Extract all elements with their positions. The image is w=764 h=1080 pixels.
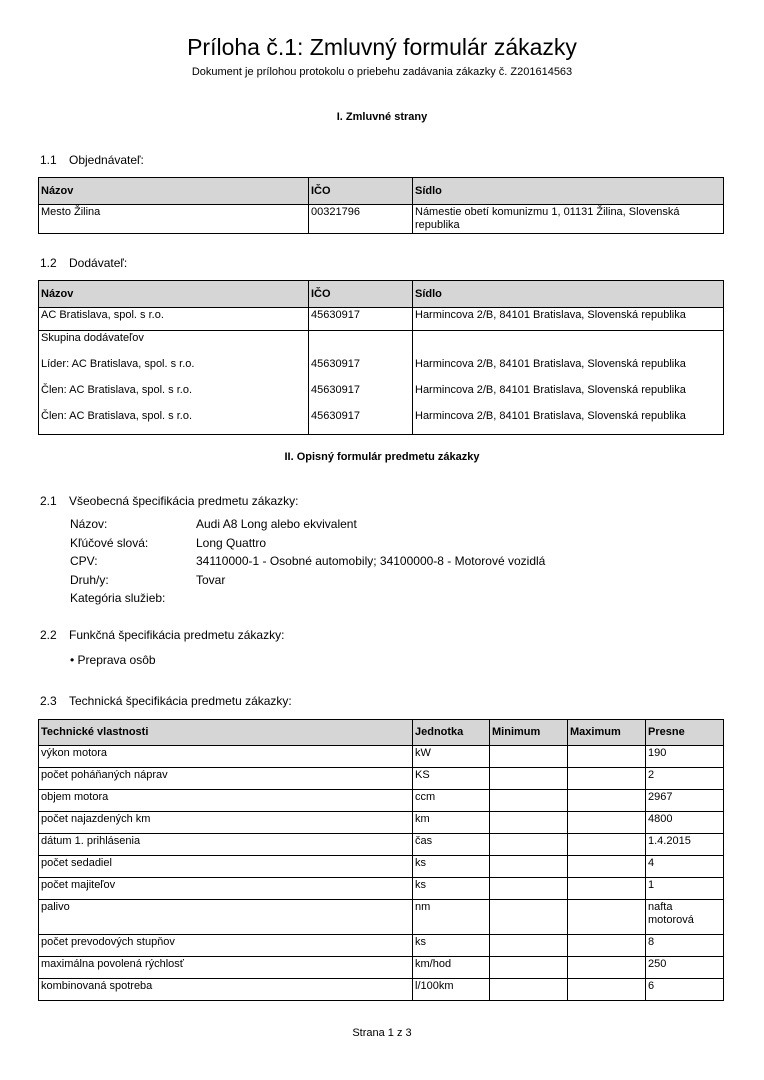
technical-spec-table <box>38 719 724 1001</box>
cell-minimum <box>490 935 568 957</box>
cell-jednotka: l/100km <box>413 979 490 1001</box>
spec-key-klucove-slova: Kľúčové slová: <box>70 536 149 550</box>
col-header-sidlo: Sídlo <box>413 281 724 308</box>
cell-nazov: AC Bratislava, spol. s r.o. <box>39 308 309 331</box>
spec-value-druh: Tovar <box>196 573 226 587</box>
table-row <box>39 935 724 957</box>
cell-jednotka: kW <box>413 746 490 768</box>
cell-nazov: Mesto Žilina <box>39 205 309 234</box>
cell-maximum <box>568 746 646 768</box>
cell-sidlo: Harmincova 2/B, 84101 Bratislava, Slovenská republika <box>413 308 724 331</box>
cell-vlastnost: počet majiteľov <box>39 878 413 900</box>
cell-vlastnost: počet poháňaných náprav <box>39 768 413 790</box>
spec-key-nazov: Názov: <box>70 517 108 531</box>
cell-jednotka: ks <box>413 856 490 878</box>
cell-presne: 190 <box>646 746 724 768</box>
objednavatel-table <box>38 177 724 234</box>
col-header-jednotka: Jednotka <box>413 720 490 746</box>
technical-spec-label <box>40 694 292 708</box>
cell-ico: 45630917 <box>309 308 413 331</box>
cell-vlastnost: palivo <box>39 900 413 935</box>
cell-ico: 45630917 <box>309 379 413 405</box>
dodavatel-label <box>40 256 127 270</box>
cell-sidlo: Harmincova 2/B, 84101 Bratislava, Slovenská republika <box>413 353 724 379</box>
cell-vlastnost: maximálna povolená rýchlosť <box>39 957 413 979</box>
col-header-ico: IČO <box>309 281 413 308</box>
cell-vlastnost: počet prevodových stupňov <box>39 935 413 957</box>
cell-jednotka: čas <box>413 834 490 856</box>
col-header-vlastnosti: Technické vlastnosti <box>39 720 413 746</box>
cell-maximum <box>568 834 646 856</box>
cell-presne: 8 <box>646 935 724 957</box>
spec-key-cpv: CPV: <box>70 554 98 568</box>
cell-vlastnost: počet sedadiel <box>39 856 413 878</box>
cell-vlastnost: výkon motora <box>39 746 413 768</box>
cell-minimum <box>490 856 568 878</box>
table-row <box>39 379 724 405</box>
functional-bullet: • Preprava osôb <box>70 653 156 667</box>
cell-ico: 45630917 <box>309 353 413 379</box>
table-row <box>39 405 724 435</box>
cell-minimum <box>490 957 568 979</box>
table-row <box>39 768 724 790</box>
col-header-nazov: Názov <box>39 178 309 205</box>
cell-jednotka: KS <box>413 768 490 790</box>
spec-value-klucove-slova: Long Quattro <box>196 536 267 550</box>
cell-maximum <box>568 935 646 957</box>
cell-vlastnost: počet najazdených km <box>39 812 413 834</box>
cell-maximum <box>568 768 646 790</box>
cell-presne: 250 <box>646 957 724 979</box>
cell-jednotka: ks <box>413 935 490 957</box>
cell-jednotka: nm <box>413 900 490 935</box>
cell-presne: 2967 <box>646 790 724 812</box>
table-row <box>39 790 724 812</box>
cell-sidlo: Námestie obetí komunizmu 1, 01131 Žilina, Slovenská republika <box>413 205 724 234</box>
cell-sidlo: Harmincova 2/B, 84101 Bratislava, Slovenská republika <box>413 405 724 435</box>
objednavatel-number: 1.1 <box>40 153 57 167</box>
cell-ico: 45630917 <box>309 405 413 435</box>
table-row <box>39 353 724 379</box>
cell-jednotka: ccm <box>413 790 490 812</box>
page-number: Strana 1 z 3 <box>352 1027 412 1039</box>
section-2-heading: II. Opisný formulár predmetu zákazky <box>284 451 480 463</box>
objednavatel-text: Objednávateľ: <box>69 153 144 167</box>
section-1-heading: I. Zmluvné strany <box>336 111 428 123</box>
dodavatel-table <box>38 280 724 435</box>
cell-maximum <box>568 957 646 979</box>
cell-jednotka: km/hod <box>413 957 490 979</box>
cell-minimum <box>490 746 568 768</box>
cell-nazov: Líder: AC Bratislava, spol. s r.o. <box>39 353 309 379</box>
spec-value-cpv: 34110000-1 - Osobné automobily; 34100000-8 - Motorové vozidlá <box>196 554 546 568</box>
group-label: Skupina dodávateľov <box>39 331 309 354</box>
col-header-ico: IČO <box>309 178 413 205</box>
table-row <box>39 856 724 878</box>
cell-vlastnost: dátum 1. prihlásenia <box>39 834 413 856</box>
cell-presne: 2 <box>646 768 724 790</box>
spec-value-nazov: Audi A8 Long alebo ekvivalent <box>196 517 357 531</box>
functional-spec-label <box>40 628 284 642</box>
cell-nazov: Člen: AC Bratislava, spol. s r.o. <box>39 405 309 435</box>
cell-minimum <box>490 790 568 812</box>
document-subtitle: Dokument je prílohou protokolu o priebehu zadávania zákazky č. Z201614563 <box>191 66 573 78</box>
cell-maximum <box>568 900 646 935</box>
cell-minimum <box>490 979 568 1001</box>
spec-key-kategoria: Kategória služieb: <box>70 591 166 605</box>
cell-presne: 1 <box>646 878 724 900</box>
cell-minimum <box>490 768 568 790</box>
table-row <box>39 308 724 331</box>
general-spec-number: 2.1 <box>40 494 57 508</box>
cell-minimum <box>490 812 568 834</box>
table-row <box>39 834 724 856</box>
cell-jednotka: ks <box>413 878 490 900</box>
cell-maximum <box>568 979 646 1001</box>
cell-maximum <box>568 878 646 900</box>
cell-minimum <box>490 878 568 900</box>
cell-maximum <box>568 856 646 878</box>
cell-ico: 00321796 <box>309 205 413 234</box>
cell-minimum <box>490 900 568 935</box>
col-header-maximum: Maximum <box>568 720 646 746</box>
cell-nazov: Člen: AC Bratislava, spol. s r.o. <box>39 379 309 405</box>
cell-presne: 1.4.2015 <box>646 834 724 856</box>
table-row <box>39 979 724 1001</box>
document-title: Príloha č.1: Zmluvný formulár zákazky <box>187 34 577 60</box>
table-row <box>39 746 724 768</box>
cell-presne: nafta motorová <box>646 900 724 935</box>
col-header-presne: Presne <box>646 720 724 746</box>
cell-jednotka: km <box>413 812 490 834</box>
cell-vlastnost: objem motora <box>39 790 413 812</box>
general-spec-list <box>0 517 764 609</box>
table-row <box>39 957 724 979</box>
cell-presne: 6 <box>646 979 724 1001</box>
general-spec-label <box>40 494 298 508</box>
spec-key-druh: Druh/y: <box>70 573 109 587</box>
dodavatel-number: 1.2 <box>40 256 57 270</box>
cell-presne: 4 <box>646 856 724 878</box>
general-spec-text: Všeobecná špecifikácia predmetu zákazky: <box>69 494 299 508</box>
functional-spec-text: Funkčná špecifikácia predmetu zákazky: <box>69 628 285 642</box>
col-header-minimum: Minimum <box>490 720 568 746</box>
cell-maximum <box>568 812 646 834</box>
cell-maximum <box>568 790 646 812</box>
cell-minimum <box>490 834 568 856</box>
cell-vlastnost: kombinovaná spotreba <box>39 979 413 1001</box>
table-header-row <box>39 720 724 746</box>
objednavatel-label <box>40 153 144 167</box>
cell-presne: 4800 <box>646 812 724 834</box>
table-header-row <box>39 178 724 205</box>
technical-spec-number: 2.3 <box>40 694 57 708</box>
functional-spec-number: 2.2 <box>40 628 57 642</box>
table-header-row <box>39 281 724 308</box>
table-row <box>39 900 724 935</box>
technical-spec-text: Technická špecifikácia predmetu zákazky: <box>69 694 292 708</box>
col-header-nazov: Názov <box>39 281 309 308</box>
table-row <box>39 812 724 834</box>
cell-sidlo: Harmincova 2/B, 84101 Bratislava, Slovenská republika <box>413 379 724 405</box>
dodavatel-text: Dodávateľ: <box>69 256 128 270</box>
table-row <box>39 205 724 234</box>
table-row <box>39 878 724 900</box>
group-label-row <box>39 331 724 354</box>
col-header-sidlo: Sídlo <box>413 178 724 205</box>
